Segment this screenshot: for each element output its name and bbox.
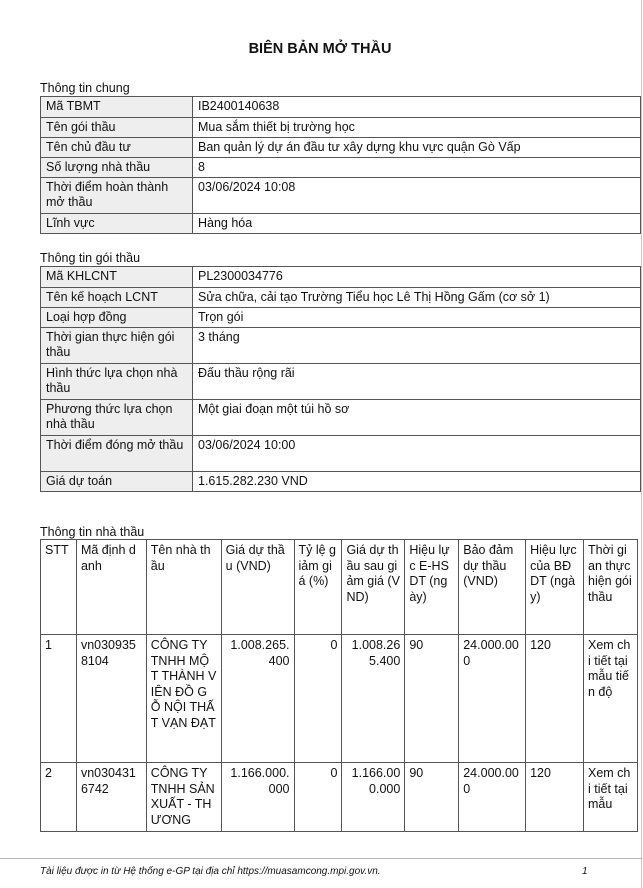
table-row xyxy=(41,118,641,138)
column-header: Mã định danh xyxy=(76,540,146,635)
row-label: Tên kế hoạch LCNT xyxy=(41,288,193,308)
table-row xyxy=(41,214,641,234)
table-row xyxy=(41,138,641,158)
table-row xyxy=(41,328,641,364)
table-header-row xyxy=(41,540,638,635)
table-cell: CÔNG TY TNHH SẢN XUẤT - THƯƠNG xyxy=(146,763,221,832)
row-label: Tên gói thầu xyxy=(41,118,193,138)
page-number: 1 xyxy=(582,866,588,877)
table-cell: Xem chi tiết tại mẫu tiến độ xyxy=(584,635,638,763)
table-cell: 2 xyxy=(41,763,77,832)
row-value: PL2300034776 xyxy=(193,267,641,288)
table-cell: 0 xyxy=(294,635,342,763)
general-info-table xyxy=(40,96,641,234)
table-cell: vn0309358104 xyxy=(76,635,146,763)
row-value: 03/06/2024 10:00 xyxy=(193,436,641,472)
table-row xyxy=(41,267,641,288)
table-cell: 1.166.000.000 xyxy=(221,763,294,832)
table-cell: 24.000.000 xyxy=(459,635,526,763)
bidders-table xyxy=(40,539,638,832)
row-value: Mua sắm thiết bị trường học xyxy=(193,118,641,138)
bidders-heading: Thông tin nhà thầu xyxy=(40,525,145,539)
column-header: STT xyxy=(41,540,77,635)
footer-divider xyxy=(0,858,642,859)
table-cell: 1.008.265.400 xyxy=(342,635,405,763)
table-cell: 1.008.265.400 xyxy=(221,635,294,763)
document-title: BIÊN BẢN MỞ THẦU xyxy=(248,41,392,57)
row-value: Sửa chữa, cải tạo Trường Tiểu học Lê Thị Hồng Gấm (cơ sở 1) xyxy=(193,288,641,308)
table-row xyxy=(41,178,641,214)
row-label: Số lượng nhà thầu xyxy=(41,158,193,178)
table-row xyxy=(41,400,641,436)
table-cell: 1 xyxy=(41,635,77,763)
table-row xyxy=(41,763,638,832)
row-label: Hình thức lựa chọn nhà thầu xyxy=(41,364,193,400)
table-cell: Xem chi tiết tại mẫu xyxy=(584,763,638,832)
row-value: Hàng hóa xyxy=(193,214,641,234)
table-row xyxy=(41,288,641,308)
table-row xyxy=(41,97,641,118)
table-row xyxy=(41,436,641,472)
row-label: Thời gian thực hiện gói thầu xyxy=(41,328,193,364)
row-label: Loại hợp đồng xyxy=(41,308,193,328)
column-header: Bảo đảm dự thầu (VND) xyxy=(459,540,526,635)
column-header: Giá dự thầu sau giảm giá (VND) xyxy=(342,540,405,635)
row-value: 8 xyxy=(193,158,641,178)
page-edge xyxy=(641,0,642,888)
table-cell: 1.166.000.000 xyxy=(342,763,405,832)
table-row xyxy=(41,308,641,328)
row-value: Đấu thầu rộng rãi xyxy=(193,364,641,400)
row-label: Tên chủ đầu tư xyxy=(41,138,193,158)
table-row xyxy=(41,635,638,763)
table-row xyxy=(41,158,641,178)
row-label: Mã TBMT xyxy=(41,97,193,118)
table-cell: 0 xyxy=(294,763,342,832)
column-header: Tên nhà thầu xyxy=(146,540,221,635)
row-value: 3 tháng xyxy=(193,328,641,364)
table-cell: 90 xyxy=(405,635,459,763)
table-cell: vn0304316742 xyxy=(76,763,146,832)
package-info-heading: Thông tin gói thầu xyxy=(40,251,141,265)
row-value: Một giai đoạn một túi hồ sơ xyxy=(193,400,641,436)
table-cell: 120 xyxy=(526,763,584,832)
column-header: Tỷ lệ giảm giá (%) xyxy=(294,540,342,635)
table-cell: 120 xyxy=(526,635,584,763)
footer-text: Tài liệu được in từ Hệ thống e-GP tại địa chỉ https://muasamcong.mpi.gov.vn. xyxy=(40,866,381,877)
table-cell: 90 xyxy=(405,763,459,832)
row-value: IB2400140638 xyxy=(193,97,641,118)
table-cell: 24.000.000 xyxy=(459,763,526,832)
table-row xyxy=(41,472,641,492)
row-value: Ban quản lý dự án đầu tư xây dựng khu vực quận Gò Vấp xyxy=(193,138,641,158)
table-cell: CÔNG TY TNHH MỘT THÀNH VIÊN ĐỒ GỖ NỘI THẤT VẠN ĐẠT xyxy=(146,635,221,763)
row-value: Trọn gói xyxy=(193,308,641,328)
package-info-table xyxy=(40,266,641,492)
column-header: Giá dự thầu (VND) xyxy=(221,540,294,635)
row-label: Mã KHLCNT xyxy=(41,267,193,288)
column-header: Thời gian thực hiện gói thầu xyxy=(584,540,638,635)
row-label: Giá dự toán xyxy=(41,472,193,492)
column-header: Hiệu lực E-HSDT (ngày) xyxy=(405,540,459,635)
row-label: Phương thức lựa chọn nhà thầu xyxy=(41,400,193,436)
general-info-heading: Thông tin chung xyxy=(40,81,130,95)
row-label: Thời điểm đóng mở thầu xyxy=(41,436,193,472)
column-header: Hiệu lực của BĐ DT (ngày) xyxy=(526,540,584,635)
table-row xyxy=(41,364,641,400)
row-value: 03/06/2024 10:08 xyxy=(193,178,641,214)
row-label: Lĩnh vực xyxy=(41,214,193,234)
row-label: Thời điểm hoàn thành mở thầu xyxy=(41,178,193,214)
row-value: 1.615.282.230 VND xyxy=(193,472,641,492)
